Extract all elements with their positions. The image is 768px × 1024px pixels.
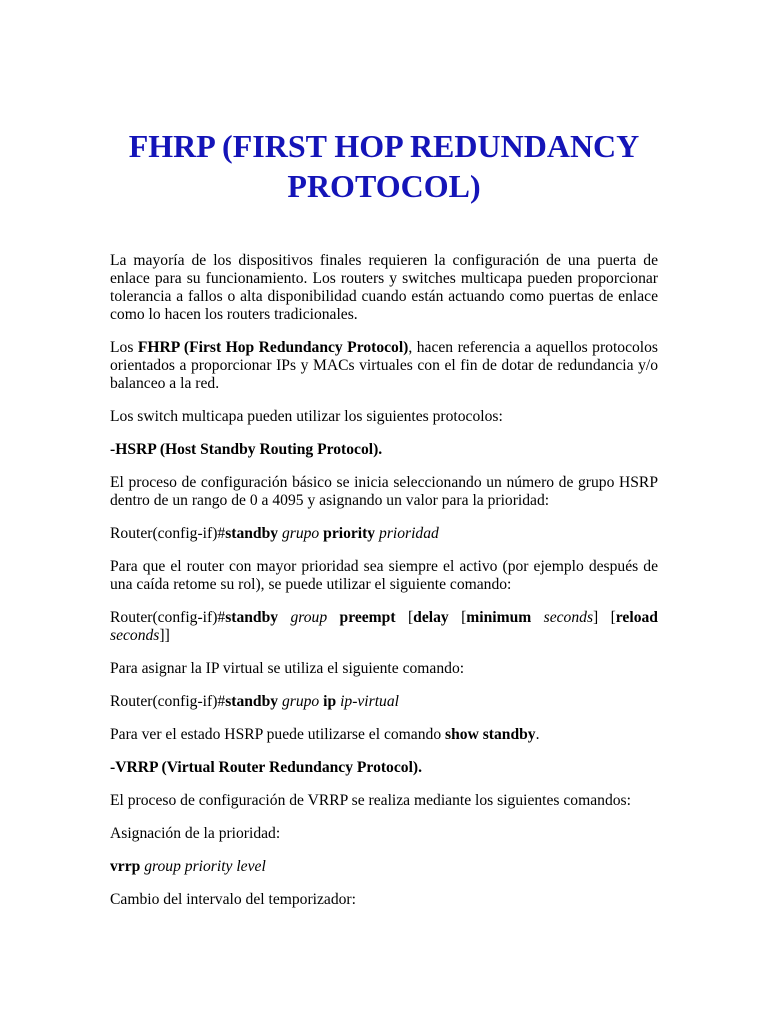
fhrp-definition-paragraph bbox=[110, 339, 658, 393]
intro-paragraph: La mayoría de los dispositivos finales requieren la configuración de una puerta de enlace para su funcionamiento. Los routers y switches multicapa pueden proporcionar tolerancia a fallos o alta disponibilidad cuando están actuando como puertas de enlace como lo hacen los routers tradicionales. bbox=[110, 252, 658, 323]
command-argument: grupo bbox=[281, 693, 320, 710]
command-standby-ip bbox=[110, 693, 658, 711]
command-keyword: minimum bbox=[466, 609, 532, 626]
command-bracket: [ bbox=[407, 609, 414, 626]
command-argument: seconds bbox=[110, 627, 160, 644]
command-argument: ip-virtual bbox=[340, 693, 399, 710]
text: , hacen referencia a aquellos protocolos orientados a proporcionar IPs y MACs virtuales con el fin de dotar de redundancia y/o balanceo a la red. bbox=[110, 339, 658, 392]
fhrp-term: FHRP (First Hop Redundancy Protocol) bbox=[137, 339, 409, 356]
command-argument: prioridad bbox=[379, 525, 439, 542]
command-bracket: ] [ bbox=[593, 609, 616, 626]
command-keyword: show standby bbox=[445, 726, 536, 743]
command-prefix: Router(config-if)# bbox=[110, 609, 226, 626]
vrrp-config-paragraph: El proceso de configuración de VRRP se realiza mediante los siguientes comandos: bbox=[110, 792, 631, 809]
command-argument: group bbox=[290, 609, 328, 626]
virtual-ip-paragraph: Para asignar la IP virtual se utiliza el siguiente comando: bbox=[110, 660, 465, 677]
command-bracket: ]] bbox=[159, 627, 170, 644]
command-bracket: [ bbox=[461, 609, 467, 626]
text: . bbox=[535, 726, 540, 743]
command-vrrp-priority bbox=[110, 858, 658, 876]
command-keyword: vrrp bbox=[110, 858, 141, 875]
text: Los bbox=[110, 339, 138, 356]
command-keyword: standby bbox=[225, 525, 279, 542]
command-standby-preempt bbox=[110, 609, 658, 645]
priority-assignment-paragraph: Asignación de la prioridad: bbox=[110, 825, 281, 842]
document-title: FHRP (FIRST HOP REDUNDANCY PROTOCOL) bbox=[128, 128, 640, 204]
vrrp-heading bbox=[110, 759, 658, 777]
document-body bbox=[110, 252, 658, 924]
vrrp-heading-text: -VRRP (Virtual Router Redundancy Protocol). bbox=[110, 759, 422, 776]
command-argument: grupo bbox=[281, 525, 320, 542]
command-keyword: preempt bbox=[339, 609, 396, 626]
command-keyword: reload bbox=[615, 609, 658, 626]
hsrp-heading-text: -HSRP (Host Standby Routing Protocol). bbox=[110, 441, 383, 458]
command-argument: seconds bbox=[543, 609, 594, 626]
show-standby-paragraph bbox=[110, 726, 658, 744]
command-argument: group priority level bbox=[144, 858, 266, 875]
command-standby-priority bbox=[110, 525, 658, 543]
protocols-intro-paragraph: Los switch multicapa pueden utilizar los siguientes protocolos: bbox=[110, 408, 503, 425]
hsrp-config-paragraph: El proceso de configuración básico se inicia seleccionando un número de grupo HSRP dentro de un rango de 0 a 4095 y asignando un valor para la prioridad: bbox=[110, 474, 658, 509]
command-keyword: standby bbox=[225, 693, 279, 710]
preempt-paragraph: Para que el router con mayor prioridad sea siempre el activo (por ejemplo después de una caída retome su rol), se puede utilizar el siguiente comando: bbox=[110, 558, 658, 593]
timer-interval-paragraph: Cambio del intervalo del temporizador: bbox=[110, 891, 356, 908]
command-keyword: ip bbox=[323, 693, 337, 710]
command-keyword: delay bbox=[413, 609, 449, 626]
command-keyword: priority bbox=[323, 525, 376, 542]
command-prefix: Router(config-if)# bbox=[110, 525, 226, 542]
text: Para ver el estado HSRP puede utilizarse el comando bbox=[110, 726, 446, 743]
command-keyword: standby bbox=[225, 609, 279, 626]
hsrp-heading bbox=[110, 441, 658, 459]
command-prefix: Router(config-if)# bbox=[110, 693, 226, 710]
